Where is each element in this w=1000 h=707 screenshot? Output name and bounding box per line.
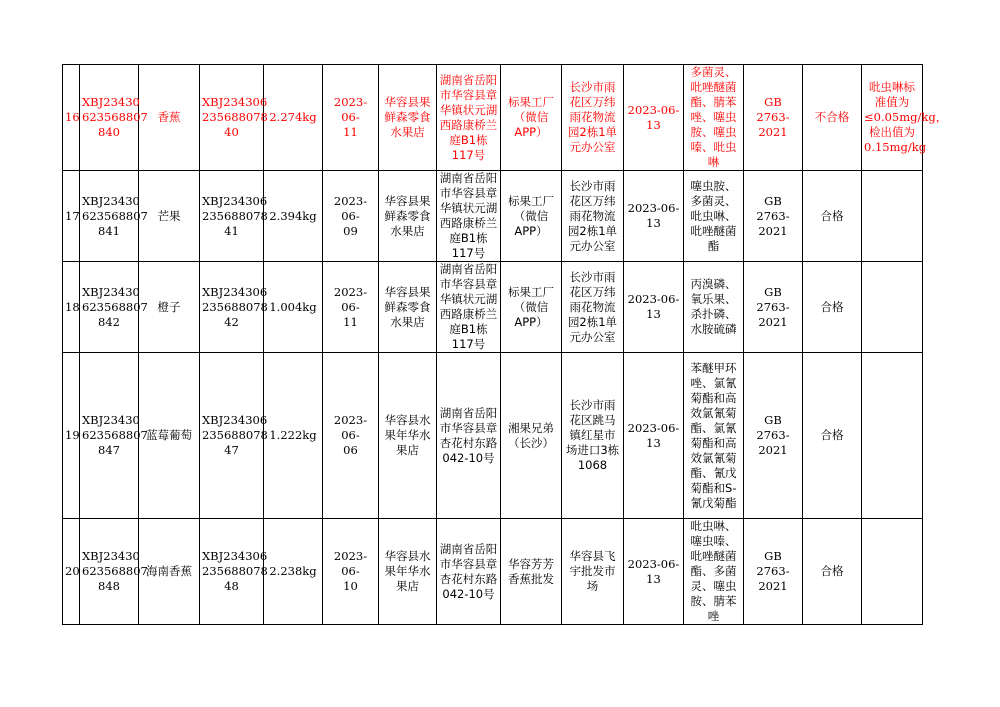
sample-name: 海南香蕉 <box>139 519 200 625</box>
sample-weight: 1.004kg <box>264 262 323 353</box>
supplier-name: 华容芳芳香蕉批发 <box>501 519 562 625</box>
supplier-address: 长沙市雨花区跳马镇红星市场进口3栋1068 <box>562 353 624 519</box>
row-seq: 18 <box>63 262 80 353</box>
result: 合格 <box>803 262 862 353</box>
test-items: 多菌灵、吡唑醚菌酯、腈苯唑、噻虫胺、噻虫嗪、吡虫啉 <box>684 65 744 171</box>
standard: GB 2763-2021 <box>744 262 803 353</box>
result: 不合格 <box>803 65 862 171</box>
table-row <box>63 65 923 171</box>
row-seq: 16 <box>63 65 80 171</box>
seller-address: 湖南省岳阳市华容县章杏花村东路042-10号 <box>437 353 501 519</box>
standard: GB 2763-2021 <box>744 171 803 262</box>
sample-number: XBJ23430 623568807 840 <box>80 65 139 171</box>
production-date: 2023-06- 06 <box>323 353 379 519</box>
sample-number: XBJ23430 623568807 848 <box>80 519 139 625</box>
task-number: XBJ234306 235688078 48 <box>200 519 264 625</box>
note <box>862 519 923 625</box>
supplier-address: 长沙市雨花区万纬雨花物流园2栋1单元办公室 <box>562 262 624 353</box>
note <box>862 262 923 353</box>
task-number: XBJ234306 235688078 42 <box>200 262 264 353</box>
sample-number: XBJ23430 623568807 847 <box>80 353 139 519</box>
note <box>862 353 923 519</box>
supplier-address: 长沙市雨花区万纬雨花物流园2栋1单元办公室 <box>562 65 624 171</box>
row-seq: 19 <box>63 353 80 519</box>
inspection-results-table <box>62 64 948 625</box>
table-row <box>63 353 923 519</box>
sample-weight: 2.394kg <box>264 171 323 262</box>
table-row <box>63 519 923 625</box>
sample-weight: 1.222kg <box>264 353 323 519</box>
task-number: XBJ234306 235688078 40 <box>200 65 264 171</box>
standard: GB 2763-2021 <box>744 65 803 171</box>
sample-number: XBJ23430 623568807 842 <box>80 262 139 353</box>
seller-name: 华容县水果年华水果店 <box>379 519 437 625</box>
sample-number: XBJ23430 623568807 841 <box>80 171 139 262</box>
production-date: 2023-06- 09 <box>323 171 379 262</box>
supplier-name: 标果工厂（微信APP） <box>501 65 562 171</box>
sample-name: 芒果 <box>139 171 200 262</box>
seller-address: 湖南省岳阳市华容县章华镇状元湖西路康桥兰庭B1栋117号 <box>437 171 501 262</box>
row-seq: 17 <box>63 171 80 262</box>
note <box>862 171 923 262</box>
supplier-name: 标果工厂（微信APP） <box>501 171 562 262</box>
task-number: XBJ234306 235688078 47 <box>200 353 264 519</box>
result: 合格 <box>803 353 862 519</box>
note: 吡虫啉标准值为≤0.05mg/kg，检出值为0.15mg/kg <box>862 65 923 171</box>
report-date: 2023-06-13 <box>624 171 684 262</box>
seller-address: 湖南省岳阳市华容县章杏花村东路042-10号 <box>437 519 501 625</box>
seller-name: 华容县果鲜森零食水果店 <box>379 65 437 171</box>
result: 合格 <box>803 171 862 262</box>
seller-address: 湖南省岳阳市华容县章华镇状元湖西路康桥兰庭B1栋117号 <box>437 262 501 353</box>
report-date: 2023-06-13 <box>624 353 684 519</box>
table-row <box>63 262 923 353</box>
standard: GB 2763-2021 <box>744 519 803 625</box>
sample-name: 橙子 <box>139 262 200 353</box>
sample-name: 蓝莓葡萄 <box>139 353 200 519</box>
supplier-name: 湘果兄弟（长沙） <box>501 353 562 519</box>
sample-weight: 2.238kg <box>264 519 323 625</box>
test-items: 丙溴磷、氧乐果、杀扑磷、水胺硫磷 <box>684 262 744 353</box>
seller-name: 华容县果鲜森零食水果店 <box>379 171 437 262</box>
seller-name: 华容县果鲜森零食水果店 <box>379 262 437 353</box>
sample-weight: 2.274kg <box>264 65 323 171</box>
row-seq: 20 <box>63 519 80 625</box>
production-date: 2023-06- 11 <box>323 262 379 353</box>
report-date: 2023-06-13 <box>624 519 684 625</box>
production-date: 2023-06- 11 <box>323 65 379 171</box>
table-row <box>63 171 923 262</box>
standard: GB 2763-2021 <box>744 353 803 519</box>
seller-address: 湖南省岳阳市华容县章华镇状元湖西路康桥兰庭B1栋117号 <box>437 65 501 171</box>
task-number: XBJ234306 235688078 41 <box>200 171 264 262</box>
test-items: 吡虫啉、噻虫嗪、吡唑醚菌酯、多菌灵、噻虫胺、腈苯唑 <box>684 519 744 625</box>
test-items: 苯醚甲环唑、氯氰菊酯和高效氯氰菊酯、氯氰菊酯和高效氯氰菊酯、氰戊菊酯和S-氰戊菊酯 <box>684 353 744 519</box>
production-date: 2023-06- 10 <box>323 519 379 625</box>
sample-name: 香蕉 <box>139 65 200 171</box>
supplier-address: 长沙市雨花区万纬雨花物流园2栋1单元办公室 <box>562 171 624 262</box>
supplier-name: 标果工厂（微信APP） <box>501 262 562 353</box>
supplier-address: 华容县飞宇批发市场 <box>562 519 624 625</box>
result: 合格 <box>803 519 862 625</box>
test-items: 噻虫胺、多菌灵、吡虫啉、吡唑醚菌酯 <box>684 171 744 262</box>
seller-name: 华容县水果年华水果店 <box>379 353 437 519</box>
report-date: 2023-06-13 <box>624 262 684 353</box>
report-date: 2023-06-13 <box>624 65 684 171</box>
